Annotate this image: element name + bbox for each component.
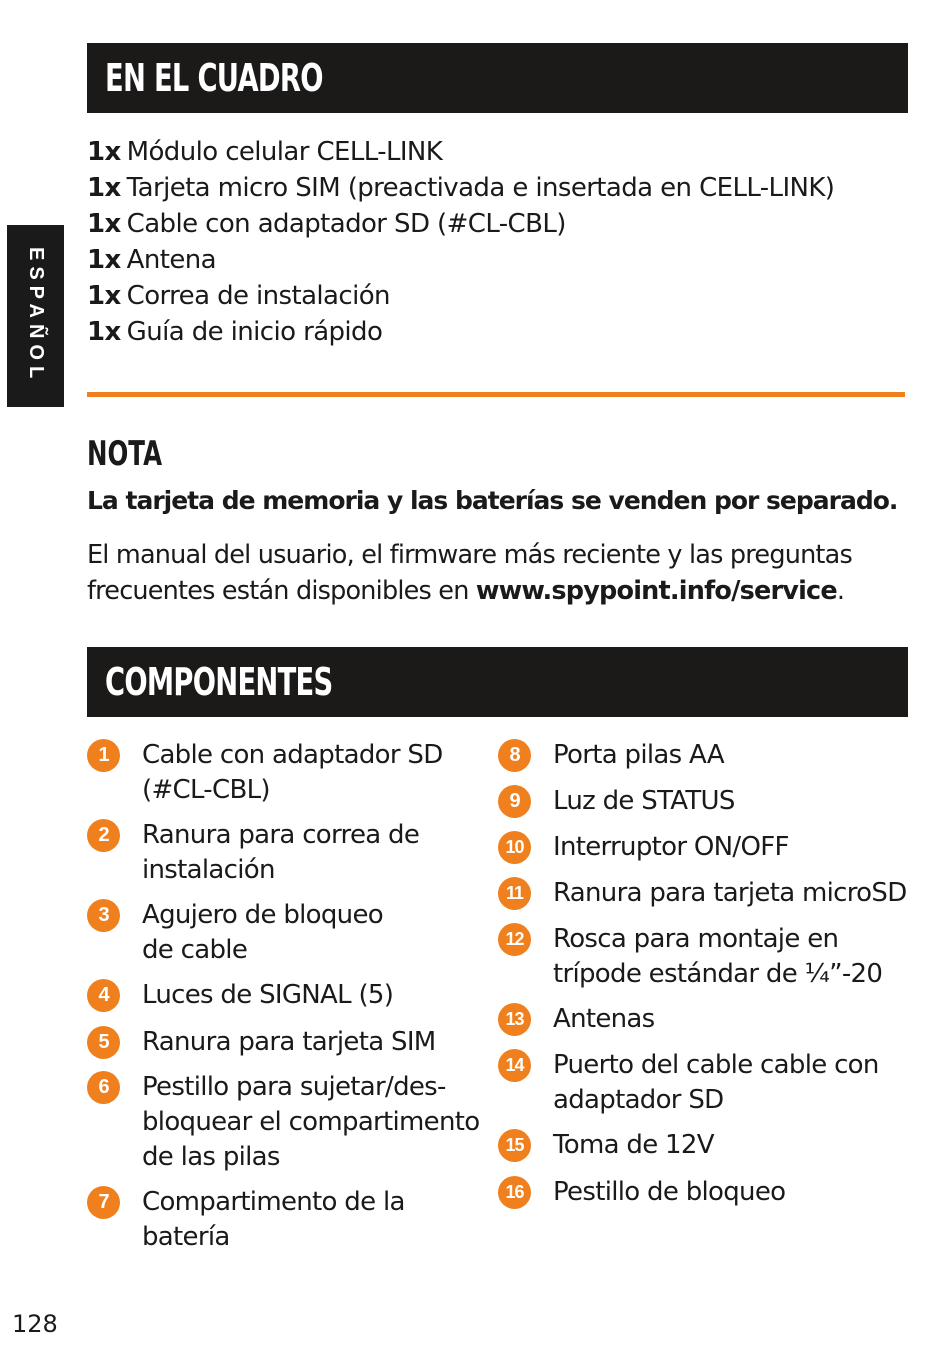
component-label: Luz de STATUS [553,786,735,816]
number-badge: 9 [498,785,531,818]
number-badge: 4 [87,979,120,1012]
in-box-list [87,134,834,350]
item-text: Cable con adaptador SD (#CL-CBL) [126,209,566,239]
component-label: Toma de 12V [553,1130,714,1160]
language-tab [7,225,64,407]
note-bold-text: La tarjeta de memoria y las baterías se venden por separado. [87,486,898,515]
number-badge: 14 [498,1049,531,1082]
list-item [87,170,834,206]
component-label: Ranura para tarjeta microSD [553,878,907,908]
item-text: Tarjeta micro SIM (preactivada e insertada en CELL-LINK) [126,173,835,203]
number-badge: 3 [87,899,120,932]
item-text: Antena [126,245,216,275]
item-qty: 1x [87,209,121,239]
note-body [87,537,902,609]
component-label: Cable con adaptador SD (#CL-CBL) [142,740,443,805]
section-divider [87,392,905,397]
number-badge: 11 [498,877,531,910]
in-box-banner [87,43,908,113]
page-number: 128 [12,1310,58,1338]
number-badge: 5 [87,1026,120,1059]
component-label: Rosca para montaje en trípode estándar de ¼”-20 [553,924,883,989]
number-badge: 2 [87,819,120,852]
service-link: www.spypoint.info/service [475,576,837,606]
component-label: Antenas [553,1004,655,1034]
item-text: Correa de instalación [126,281,390,311]
component-label: Ranura para tarjeta SIM [142,1027,436,1057]
component-label: Ranura para correa de instalación [142,820,420,885]
list-item [87,134,834,170]
number-badge: 16 [498,1176,531,1209]
list-item [87,206,834,242]
number-badge: 10 [498,831,531,864]
component-label: Porta pilas AA [553,740,724,770]
item-text: Guía de inicio rápido [126,317,383,347]
item-qty: 1x [87,281,121,311]
components-title: COMPONENTES [105,660,333,704]
component-label: Puerto del cable cable con adaptador SD [553,1050,879,1115]
number-badge: 13 [498,1003,531,1036]
item-qty: 1x [87,173,121,203]
component-label: Interruptor ON/OFF [553,832,789,862]
component-label: Pestillo para sujetar/des- bloquear el compartimento de las pilas [142,1072,480,1172]
number-badge: 1 [87,739,120,772]
component-label: Compartimento de la batería [142,1187,405,1252]
component-label: Pestillo de bloqueo [553,1177,786,1207]
item-qty: 1x [87,245,121,275]
note-body-suffix: . [836,576,845,606]
item-text: Módulo celular CELL-LINK [126,137,443,167]
item-qty: 1x [87,317,121,347]
number-badge: 8 [498,739,531,772]
number-badge: 12 [498,923,531,956]
components-banner [87,647,908,717]
number-badge: 6 [87,1071,120,1104]
list-item [87,278,834,314]
in-box-title: EN EL CUADRO [105,56,323,100]
item-qty: 1x [87,137,121,167]
component-label: Luces de SIGNAL (5) [142,980,394,1010]
note-body-prefix: El manual del usuario, el firmware más reciente y las preguntas frecuentes están disponibles en [87,540,852,606]
language-tab-label: ESPAÑOL [25,247,47,385]
number-badge: 15 [498,1129,531,1162]
list-item [87,314,834,350]
number-badge: 7 [87,1186,120,1219]
component-label: Agujero de bloqueo de cable [142,900,383,965]
list-item [87,242,834,278]
note-title: NOTA [87,434,163,474]
